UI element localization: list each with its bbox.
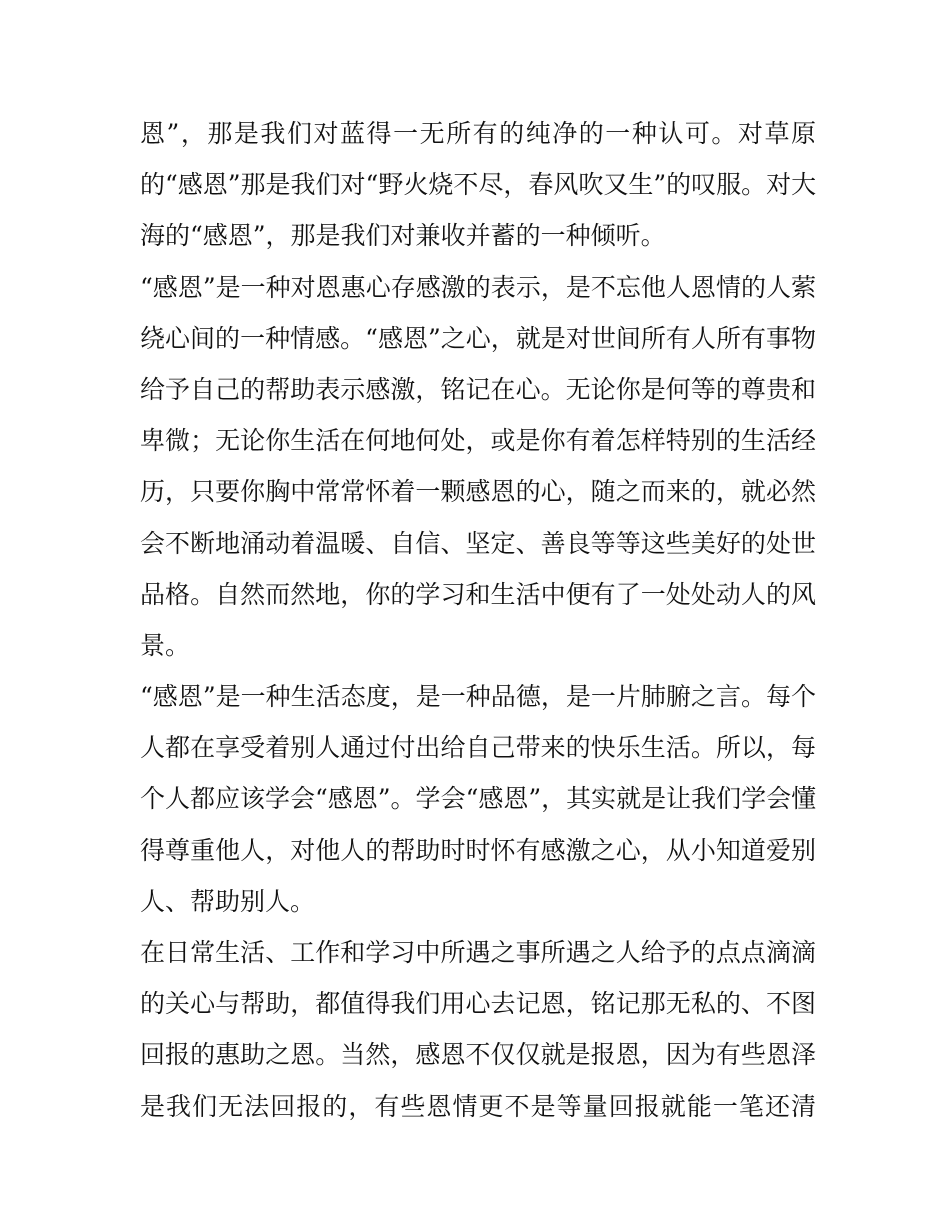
text-line: 的关心与帮助，都值得我们用心去记恩，铭记那无私的、不图 [140,989,816,1019]
text-line: 得尊重他人，对他人的帮助时时怀有感激之心，从小知道爱别 [140,835,816,865]
text-line: “感恩”是一种生活态度，是一种品德，是一片肺腑之言。每个 [140,682,816,712]
text-line: 绕心间的一种情感。“感恩”之心，就是对世间所有人所有事物 [140,323,816,353]
text-line: 回报的惠助之恩。当然，感恩不仅仅就是报恩，因为有些恩泽 [140,1040,816,1070]
body-text [140,108,816,1132]
text-line: 个人都应该学会“感恩”。学会“感恩”，其实就是让我们学会懂 [140,784,816,814]
text-line: 人、帮助别人。 [140,886,316,916]
text-line: 卑微；无论你生活在何地何处，或是你有着怎样特别的生活经 [140,426,816,456]
text-line: 给予自己的帮助表示感激，铭记在心。无论你是何等的尊贵和 [140,374,816,404]
text-line: 品格。自然而然地，你的学习和生活中便有了一处处动人的风 [140,579,816,609]
text-line: 景。 [140,630,191,660]
text-line: 人都在享受着别人通过付出给自己带来的快乐生活。所以，每 [140,733,816,763]
text-line: 的“感恩”那是我们对“野火烧不尽，春风吹又生”的叹服。对大 [140,170,816,200]
text-line: 会不断地涌动着温暖、自信、坚定、善良等等这些美好的处世 [140,528,816,558]
text-line: “感恩”是一种对恩惠心存感激的表示，是不忘他人恩情的人萦 [140,272,816,302]
text-line: 恩”，那是我们对蓝得一无所有的纯净的一种认可。对草原 [140,119,816,148]
text-line: 是我们无法回报的，有些恩情更不是等量回报就能一笔还清 [140,1091,816,1121]
text-line: 历，只要你胸中常常怀着一颗感恩的心，随之而来的，就必然 [140,477,816,507]
text-line: 海的“感恩”，那是我们对兼收并蓄的一种倾听。 [140,221,666,251]
text-line: 在日常生活、工作和学习中所遇之事所遇之人给予的点点滴滴 [140,938,816,967]
